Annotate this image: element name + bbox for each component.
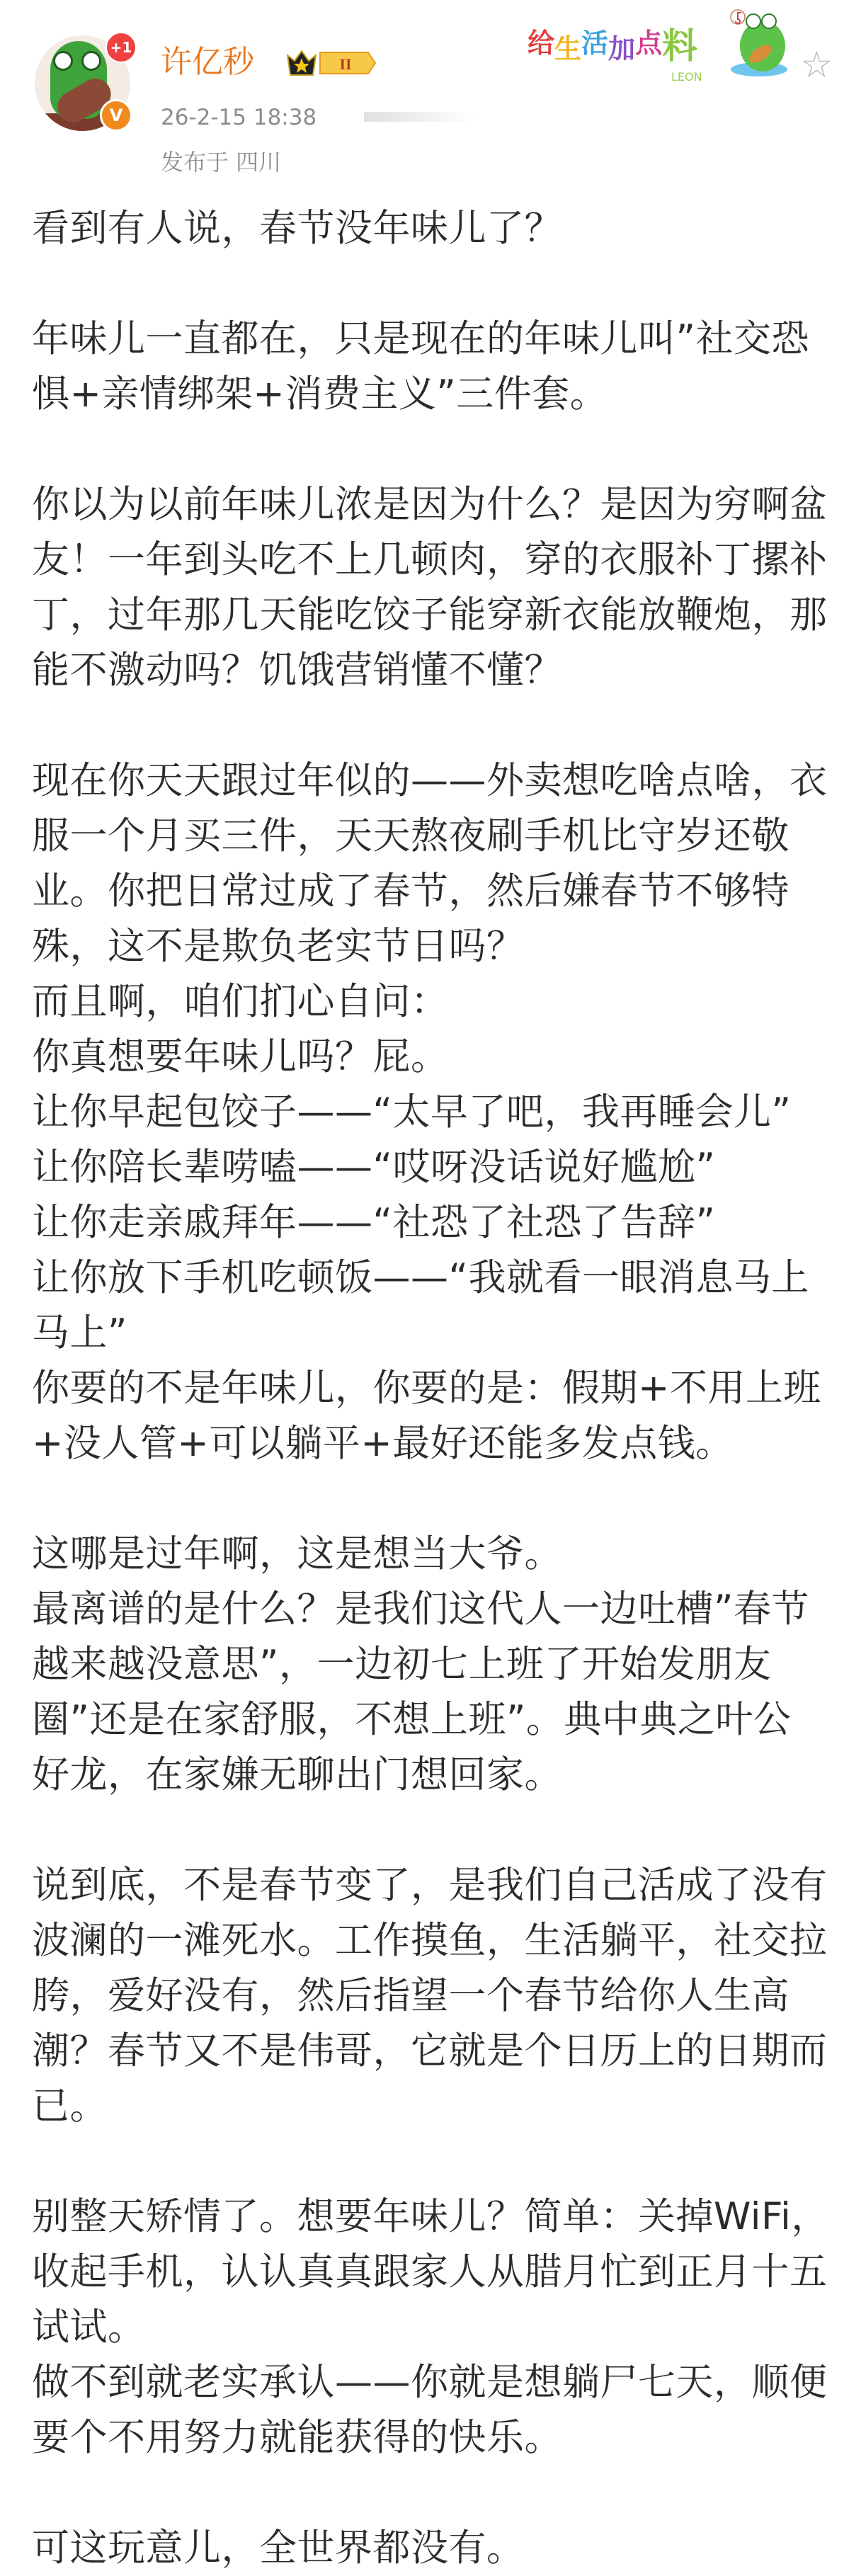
post-text-line: 好龙，在家嫌无聊出门想回家。 [32,1753,562,1796]
post-text-line: 说到底，不是春节变了，是我们自己活成了没有 [32,1864,828,1907]
favorite-star-icon[interactable]: ☆ [800,44,833,86]
post-text-line: 已。 [32,2085,108,2128]
post-text-line: +没人管+可以躺平+最好还能多发点钱。 [32,1422,734,1465]
eye [53,51,73,71]
post-text-line: 殊，这不是欺负老实节日吗？ [32,925,525,968]
post-text-line: 圈”还是在家舒服，不想上班”。典中典之叶公 [32,1698,792,1741]
post-text-line: 你要的不是年味儿，你要的是：假期+不用上班 [32,1367,821,1410]
post-text-line: 看到有人说，春节没年味儿了？ [32,207,562,250]
post-text-line: 而且啊，咱们扪心自问： [32,980,449,1023]
sticker-pendant[interactable] [528,24,698,67]
post-text-line: 做不到就老实承认——你就是想躺尸七天，顺便 [32,2361,828,2404]
post-location: 发布于 四川 [161,149,282,176]
post-text-line: 别整天矫情了。想要年味儿？简单：关掉WiFi， [32,2195,829,2238]
post-text-line: 让你早起包饺子——“太早了吧，我再睡会儿” [32,1090,792,1134]
sticker-char: 活 [581,28,609,59]
post-text-line: 试试。 [32,2306,146,2349]
blank-line [32,2134,839,2189]
sticker-char: 加 [608,33,636,64]
post-text-line: 胯，爱好没有，然后指望一个春节给你人生高 [32,1974,789,2017]
post-timestamp: 26-2-15 18:38 [161,105,317,130]
notification-badge: +1 [106,32,137,63]
author-name[interactable]: 许亿秒 [161,44,254,80]
post-text-line: 让你陪长辈唠嗑——“哎呀没话说好尴尬” [32,1146,716,1189]
sticker-char: 生 [554,33,582,64]
post-text-line: 现在你天天跟过年似的——外卖想吃啥点啥，衣 [32,759,828,802]
blank-line [32,1803,839,1858]
sticker-char: 料 [662,25,698,67]
post-text-line: 越来越没意思”，一边初七上班了开始发朋友 [32,1643,772,1686]
frog-sticker-icon [724,7,794,78]
post-text-line: 你以为以前年味儿浓是因为什么？是因为穷啊盆 [32,483,828,526]
post-text-line: 惧+亲情绑架+消费主义”三件套。 [32,372,608,416]
blank-line [32,422,839,477]
blank-line [32,256,839,312]
eye [81,51,101,71]
blank-line [32,698,839,753]
post-text-line: 这哪是过年啊，这是想当大爷。 [32,1532,562,1575]
sticker-char: 点 [635,28,663,59]
post-text-line: 让你走亲戚拜年——“社恐了社恐了告辞” [32,1201,716,1244]
post-text-line: 丁，过年那几天能吃饺子能穿新衣能放鞭炮，那 [32,593,828,637]
verified-badge: V [100,99,132,132]
blank-line [32,1471,839,1527]
post-text-line: 马上” [32,1311,127,1355]
post-text-line: 可这玩意儿，全世界都没有。 [32,2526,525,2570]
level-badge-text: II [339,55,352,73]
post-text-line: 要个不用努力就能获得的快乐。 [32,2416,562,2459]
crown-level-badge[interactable] [285,48,377,78]
post-text-line: 业。你把日常过成了春节，然后嫌春节不够特 [32,870,789,913]
post-text-line: 年味儿一直都在，只是现在的年味儿叫”社交恐 [32,317,809,360]
sticker-sub: LEON [671,70,702,84]
post-text-line: 波澜的一滩死水。工作摸鱼，生活躺平，社交拉 [32,1919,828,1962]
post-text-line: 友！一年到头吃不上几顿肉，穿的衣服补丁摞补 [32,538,828,581]
sticker-char: 给 [528,28,555,59]
blank-line [32,2466,839,2521]
post-text-line: 能不激动吗？饥饿营销懂不懂？ [32,649,562,692]
post-text-line: 收起手机，认认真真跟家人从腊月忙到正月十五 [32,2250,828,2293]
post-text-line: 你真想要年味儿吗？屁。 [32,1035,449,1078]
post-text-line: 潮？春节又不是伟哥，它就是个日历上的日期而 [32,2029,828,2073]
blurred-source [364,112,477,122]
post-text-line: 让你放下手机吃顿饭——“我就看一眼消息马上 [32,1256,809,1299]
post-text-line: 服一个月买三件，天天熬夜刷手机比守岁还敬 [32,814,789,857]
post-body [32,201,839,2576]
post-text-line: 最离谱的是什么？是我们这代人一边吐槽”春节 [32,1588,809,1631]
